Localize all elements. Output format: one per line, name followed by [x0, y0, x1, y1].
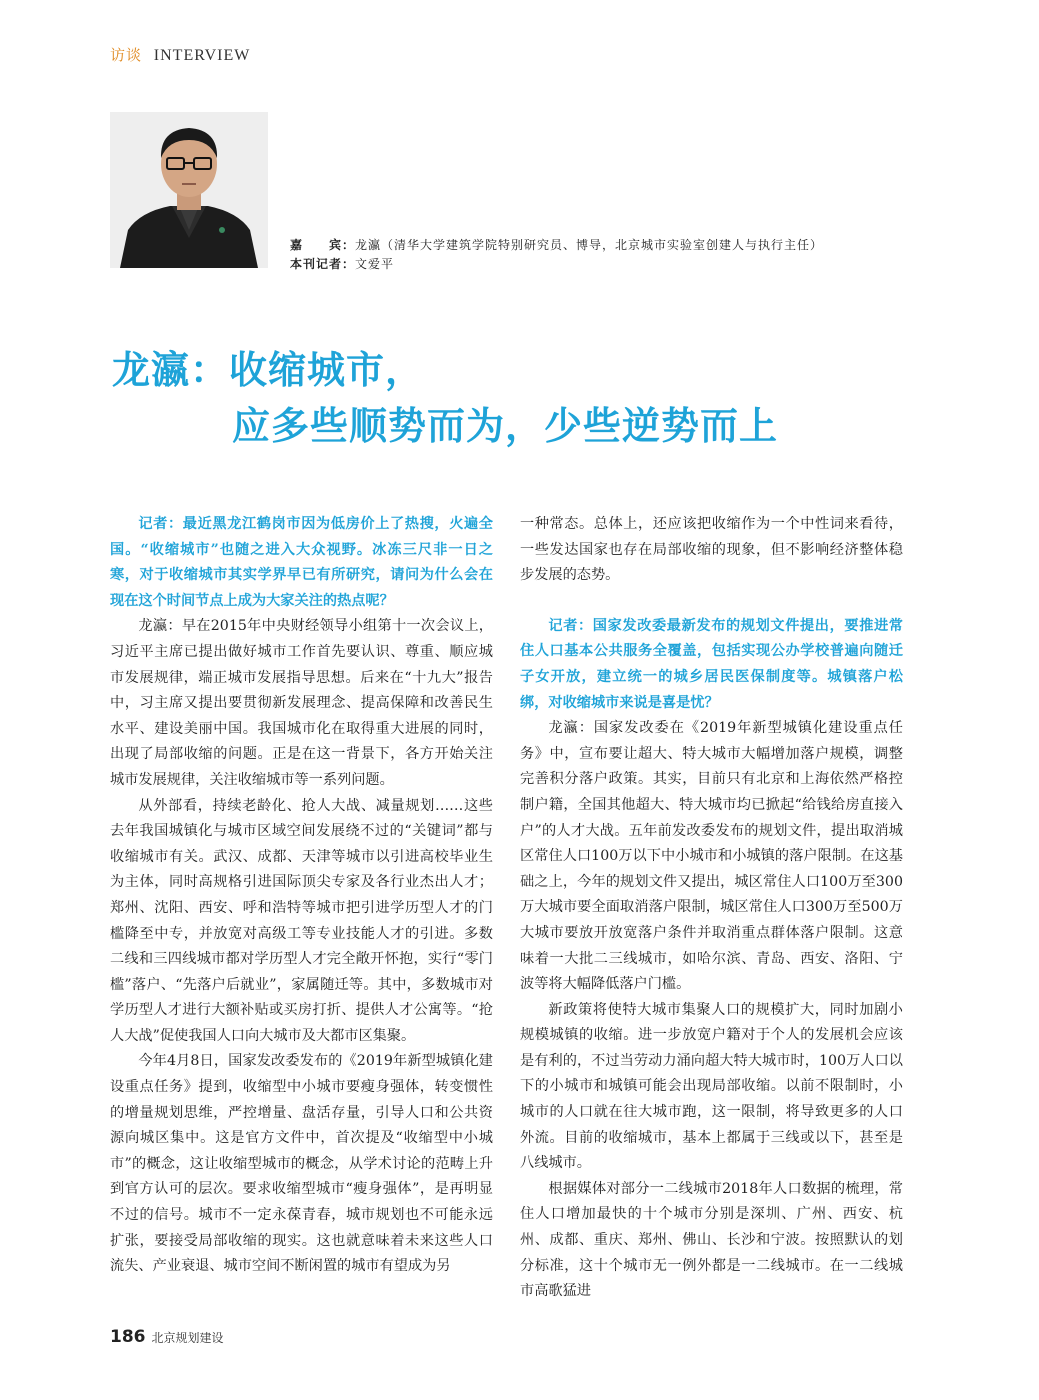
body-paragraph: 根据媒体对部分一二线城市2018年人口数据的梳理，常住人口增加最快的十个城市分别是深圳、广州、西安、杭州、成都、重庆、郑州、佛山、长沙和宁波。按照默认的划分标准，这十个城市无一例外都是一二线城市。在一二线城市高歌猛进	[520, 1180, 903, 1300]
body-paragraph: 今年4月8日，国家发改委发布的《2019年新型城镇化建设重点任务》提到，收缩型中小城市要瘦身强体，转变惯性的增量规划思维，严控增量、盘活存量，引导人口和公共资源向城区集中。这是官方文件中，首次提及“收缩型中小城市”的概念，这让收缩型城市的概念，从学术讨论的范畴上升到官方认可的层次。要求收缩型城市“瘦身强体”，是再明显不过的信号。城市不一定永葆青春，城市规划也不可能永远扩张，要接受局部收缩的现实。这也就意味着未来这些人口流失、产业衰退、城市空间不断闲置的城市有望成为另	[110, 1053, 493, 1275]
page-number: 186	[110, 1327, 146, 1347]
body-paragraph: 新政策将使特大城市集聚人口的规模扩大，同时加剧小规模城镇的收缩。进一步放宽户籍对于个人的发展机会应该是有利的，不过当劳动力涌向超大特大城市时，100万人口以下的小城市和城镇可能会出现局部收缩。以前不限制时，小城市的人口就在往大城市跑，这一限制，将导致更多的人口外流。目前的收缩城市，基本上都属于三线或以下，甚至是八线城市。	[520, 1001, 903, 1172]
body-paragraph: 龙瀛：国家发改委在《2019年新型城镇化建设重点任务》中，宣布要让超大、特大城市大幅增加落户规模，调整完善积分落户政策。其实，目前只有北京和上海依然严格控制户籍，全国其他超大、特大城市均已掀起“给钱给房直接入户”的人才大战。五年前发改委发布的规划文件，提出取消城区常住人口100万以下中小城市和小城镇的落户限制。在这基础之上，今年的规划文件又提出，城区常住人口100万至300万大城市要全面取消落户限制，城区常住人口300万至500万大城市要放开放宽落户条件并取消重点群体落户限制。这意味着一大批二三线城市，如哈尔滨、青岛、西安、洛阳、宁波等将大幅降低落户门槛。	[520, 720, 903, 993]
section-label-en: INTERVIEW	[153, 47, 251, 64]
guest-label: 嘉 宾：	[290, 238, 356, 252]
guest-text: 龙瀛（清华大学建筑学院特别研究员、博导，北京城市实验室创建人与执行主任）	[355, 238, 824, 252]
title-line-2: 应多些顺势而为，少些逆势而上	[232, 403, 779, 448]
section-label-cn: 访谈	[110, 46, 143, 64]
portrait-illustration	[110, 112, 268, 268]
body-paragraph: 龙瀛：早在2015年中央财经领导小组第十一次会议上，习近平主席已提出做好城市工作首先要认识、尊重、顺应城市发展规律，端正城市发展指导思想。后来在“十九大”报告中，习主席又提出要贯彻新发展理念、提高保障和改善民生水平、建设美丽中国。我国城市化在取得重大进展的同时，出现了局部收缩的问题。正是在这一背景下，各方开始关注城市发展规律，关注收缩城市等一系列问题。	[110, 618, 493, 788]
continued-paragraph: 一种常态。总体上，还应该把收缩作为一个中性词来看待，一些发达国家也存在局部收缩的现象，但不影响经济整体稳步发展的态势。	[520, 516, 903, 584]
section-header	[110, 44, 250, 65]
title-line-1: 龙瀛：收缩城市，	[112, 347, 425, 392]
guest-line	[290, 236, 823, 255]
reporter-text: 文爱平	[355, 257, 395, 271]
reporter-line	[290, 255, 823, 274]
body-paragraph: 从外部看，持续老龄化、抢人大战、减量规划……这些去年我国城镇化与城市区域空间发展绕不过的“关键词”都与收缩城市有关。武汉、成都、天津等城市以引进高校毕业生为主体，同时高规格引进国际顶尖专家及各行业杰出人才；郑州、沈阳、西安、呼和浩特等城市把引进学历型人才的门槛降至中专，并放宽对高级工等专业技能人才的引进。多数二线和三四线城市都对学历型人才完全敞开怀抱，实行“零门槛”落户、“先落户后就业”，家属随迁等。其中，多数城市对学历型人才进行大额补贴或买房打折、提供人才公寓等。“抢人大战”促使我国人口向大城市及大都市区集聚。	[110, 797, 493, 1044]
question-paragraph: 记者：最近黑龙江鹤岗市因为低房价上了热搜，火遍全国。“收缩城市”也随之进入大众视野。冰冻三尺非一日之寒，对于收缩城市其实学界早已有所研究，请问为什么会在现在这个时间节点上成为大家关注的热点呢？	[110, 516, 493, 609]
question-paragraph: 记者：国家发改委最新发布的规划文件提出，要推进常住人口基本公共服务全覆盖，包括实现公办学校普遍向随迁子女开放，建立统一的城乡居民医保制度等。城镇落户松绑，对收缩城市来说是喜是忧？	[520, 617, 903, 711]
page-footer	[110, 1327, 224, 1347]
right-column	[520, 512, 903, 1305]
article-title	[112, 342, 778, 454]
interview-credits	[290, 236, 823, 274]
journal-name: 北京规划建设	[151, 1331, 224, 1345]
reporter-label: 本刊记者：	[290, 257, 356, 271]
left-column	[110, 512, 493, 1280]
interviewee-photo	[110, 112, 268, 268]
